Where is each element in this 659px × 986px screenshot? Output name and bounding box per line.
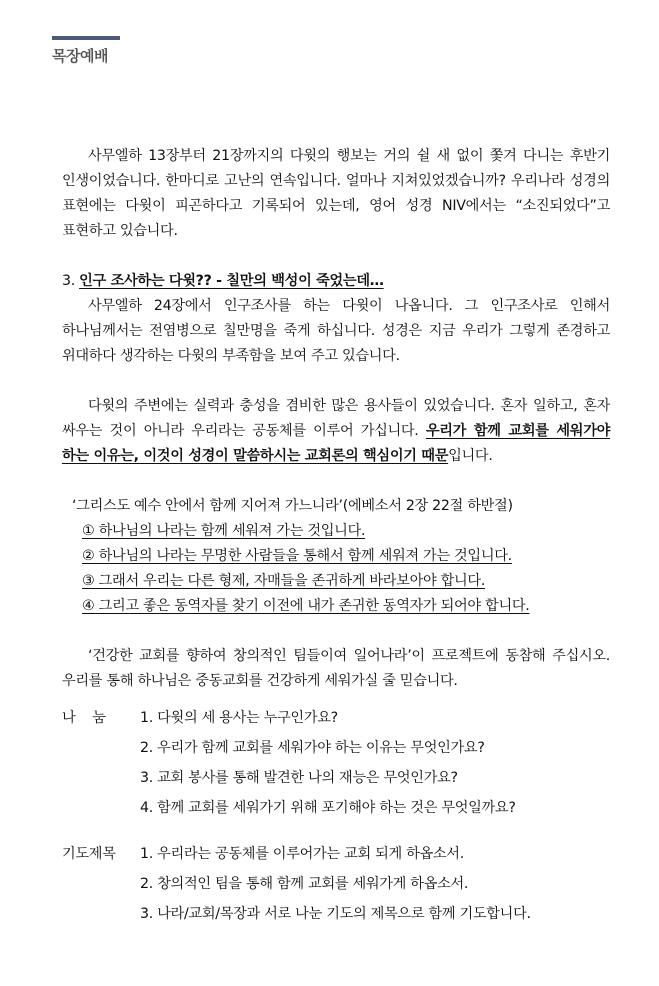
- section-3-title: 인구 조사하는 다윗?? - 칠만의 백성이 죽었는데…: [79, 273, 384, 289]
- sharing-question: 2. 우리가 함께 교회를 세워가야 하는 이유는 무엇인가요?: [140, 740, 485, 756]
- header-title: 목장예배: [52, 47, 108, 65]
- section-3-number: 3.: [62, 273, 75, 289]
- sharing-question: 4. 함께 교회를 세워가기 위해 포기해야 하는 것은 무엇일까요?: [140, 800, 516, 816]
- project-paragraph: ‘건강한 교회를 향하여 창의적인 팀들이여 일어나라’이 프로젝트에 동참해 주십시오. 우리를 통해 하나님은 중동교회를 건강하게 세워가실 줄 믿습니다.: [62, 648, 610, 689]
- point-item: ③ 그래서 우리는 다른 형제, 자매들을 존귀하게 바라보아야 합니다.: [82, 573, 486, 589]
- sharing-question: 3. 교회 봉사를 통해 발견한 나의 재능은 무엇인가요?: [140, 770, 458, 786]
- community-emphasis: 우리가 함께 교회를 세워가야 하는 이유는, 이것이 성경이 말씀하시는 교회론의 핵심이기 때문: [62, 423, 611, 464]
- prayer-item: 3. 나라/교회/목장과 서로 나눈 기도의 제목으로 함께 기도합니다.: [140, 906, 531, 922]
- community-paragraph: [62, 394, 610, 469]
- sharing-question: 1. 다윗의 세 용사는 누구인가요?: [140, 710, 338, 726]
- document-body: [62, 144, 610, 932]
- prayer-items: [140, 842, 610, 932]
- community-tail: 입니다.: [448, 448, 493, 464]
- section-3-paragraph: 사무엘하 24장에서 인구조사를 하는 다윗이 나옵니다. 그 인구조사로 인해서 하나님께서는 전염병으로 칠만명을 죽게 하십니다. 성경은 지금 우리가 그렇게 존경하고 위대하다 생각하는 다윗의 부족함을 보여 주고 있습니다.: [62, 298, 610, 364]
- scripture-verse: ‘그리스도 예수 안에서 함께 지어져 가느니라’(에베소서 2장 22절 하반절): [72, 498, 513, 514]
- prayer-item: 2. 창의적인 팀을 통해 함께 교회를 세워가게 하옵소서.: [140, 876, 469, 892]
- prayer-item: 1. 우리라는 공동체를 이루어가는 교회 되게 하옵소서.: [140, 846, 464, 862]
- section-3-heading: [62, 269, 610, 294]
- point-item: ② 하나님의 나라는 무명한 사람들을 통해서 함께 세워져 가는 것입니다.: [82, 548, 512, 564]
- sharing-label: 나 눔: [62, 710, 106, 726]
- page-header: [52, 36, 120, 66]
- sharing-section: [62, 706, 610, 826]
- sharing-questions: [140, 706, 610, 826]
- point-item: ④ 그리고 좋은 동역자를 찾기 이전에 내가 존귀한 동역자가 되어야 합니다.: [82, 598, 530, 614]
- prayer-label: 기도제목: [62, 846, 116, 862]
- header-accent-bar: [52, 36, 120, 40]
- intro-paragraph: 사무엘하 13장부터 21장까지의 다윗의 행보는 거의 쉴 새 없이 쫓겨 다니는 후반기 인생이었습니다. 한마디로 고난의 연속입니다. 얼마나 지쳐있었겠습니까? 우리나라 성경의 표현에는 다윗이 피곤하다고 기록되어 있는데, 영어 성경 NIV에서는 “소진되었다”고 표현하고 있습니다.: [62, 148, 610, 239]
- prayer-section: [62, 842, 610, 932]
- point-item: ① 하나님의 나라는 함께 세워져 가는 것입니다.: [82, 523, 366, 539]
- community-text: 다윗의 주변에는 실력과 충성을 겸비한 많은 용사들이 있었습니다. 혼자 일하고, 혼자 싸우는 것이 아니라 우리라는 공동체를 이루어 가십니다.: [62, 398, 610, 439]
